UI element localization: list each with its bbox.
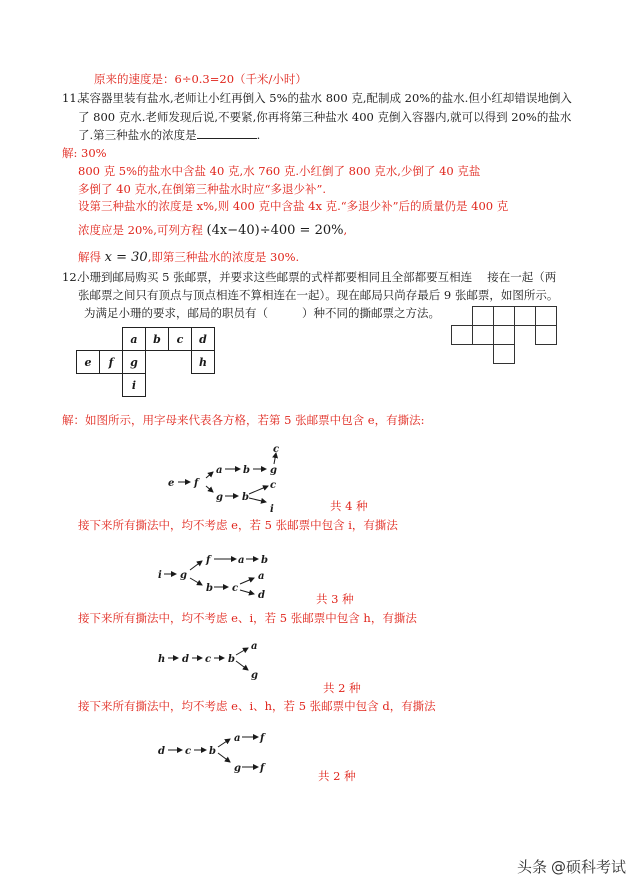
tree1-node-b-branch: b [242, 492, 249, 503]
tree3-node-c: c [205, 654, 212, 665]
tree2-node-d: d [258, 590, 265, 598]
q11-solution-line-3: 设第三种盐水的浓度是 x%,则 400 克中含盐 4x 克.“多退少补”后的质量仍是 400 克 [78, 199, 509, 213]
q11-line-3 [78, 128, 260, 142]
tree1-node-b: b [243, 465, 250, 476]
q11-line-1: 某容器里装有盐水,老师让小红再倒入 5%的盐水 800 克,配制成 20%的盐水.但小红却错误地倒入 [78, 91, 572, 105]
tree1-node-c: c [273, 444, 280, 455]
q12-solution-intro: 解：如图所示，用字母来代表各方格，若第 5 张邮票中包含 e，有撕法: [62, 413, 425, 427]
tree2-node-a-branch: a [258, 571, 265, 582]
tree1-node-g: g [270, 465, 277, 476]
tree2-node-g: g [180, 570, 187, 581]
tree1-node-i: i [270, 504, 274, 515]
stamp-cell-c: c [168, 327, 192, 351]
q11-equation-intro: 浓度应是 20%,可列方程 [78, 223, 203, 237]
tree-diagram-d [150, 726, 280, 776]
tree-diagram-e [160, 440, 300, 518]
tree2-node-a: a [238, 555, 245, 566]
tree-diagram-h [150, 636, 270, 682]
q11-equation: (4x−40)÷400 = 20% [206, 223, 344, 238]
tree2-node-f: f [206, 555, 211, 566]
q11-line-3-end: . [256, 128, 261, 142]
question-number-11: 11. [62, 91, 81, 105]
tree4-node-f-bottom: f [260, 763, 265, 774]
q11-result-text: ,即第三种盐水的浓度是 30%. [147, 250, 300, 264]
tree1-node-g-branch: g [216, 492, 223, 503]
q12-line-1: 小珊到邮局购买 5 张邮票，并要求这些邮票的式样都要相同且全部都要互相连 接在一起（两 [78, 270, 557, 284]
q11-solution-line-4 [78, 223, 347, 238]
tree4-total: 共 2 种 [318, 769, 356, 783]
tree2-node-b-branch: b [206, 583, 213, 594]
tree3-node-g: g [251, 670, 258, 681]
q11-line-3-text: 了.第三种盐水的浓度是 [78, 128, 197, 142]
q11-solution-line-1: 800 克 5%的盐水中含盐 40 克,水 760 克.小红倒了 800 克水,少倒了 40 克盐 [78, 164, 481, 178]
stamp-cell-a: a [122, 327, 146, 351]
tree3-node-d: d [182, 654, 189, 665]
q11-solution-line-2: 多倒了 40 克水,在倒第三种盐水时应“多退少补”. [78, 182, 327, 196]
tree4-node-f-top: f [260, 733, 265, 744]
tree2-node-i: i [158, 570, 162, 581]
question-number-12: 12. [62, 270, 81, 284]
tree1-node-a: a [216, 465, 223, 476]
q11-line-2: 了 800 克水.老师发现后说,不要紧,你再将第三种盐水 400 克倒入容器内,就可以得到 20%的盐水 [78, 110, 572, 124]
watermark-account: @硕科考试 [550, 858, 626, 876]
empty-stamp-cell [493, 325, 515, 345]
tree1-node-f: f [194, 478, 199, 489]
q12-line-2: 张邮票之间只有顶点与顶点相连不算相连在一起）。现在邮局只尚存最后 9 张邮票，如图所示。 [78, 288, 559, 302]
stamp-cell-f: f [99, 350, 123, 374]
q12-line-3-end: ）种不同的撕邮票之方法。 [302, 306, 440, 320]
tree1-node-e: e [168, 478, 175, 489]
tree4-node-g: g [234, 763, 241, 774]
tree2-node-c: c [232, 583, 239, 594]
tree1-total: 共 4 种 [330, 499, 368, 513]
empty-stamp-cell [514, 306, 536, 326]
q11-result-intro: 解得 [78, 250, 101, 264]
empty-stamp-cell [451, 325, 473, 345]
tree4-node-b: b [209, 746, 216, 757]
stamp-cell-h: h [191, 350, 215, 374]
tree3-node-b: b [228, 654, 235, 665]
empty-stamp-cell [493, 306, 515, 326]
empty-stamp-cell [472, 306, 494, 326]
stamp-cell-d: d [191, 327, 215, 351]
stamp-cell-e: e [76, 350, 100, 374]
tree2-node-b: b [261, 555, 268, 566]
tree4-node-d: d [158, 746, 165, 757]
q12-line-3 [84, 306, 440, 320]
next-case-d: 接下来所有撕法中，均不考虑 e、i、h，若 5 张邮票中包含 d，有撕法 [78, 699, 436, 713]
tree3-node-a: a [251, 641, 258, 652]
tree1-node-c-branch: c [270, 480, 277, 491]
q11-solution-line-5 [78, 250, 299, 265]
empty-stamp-cell [493, 344, 515, 364]
tree3-total: 共 2 种 [323, 681, 361, 695]
tree3-node-h: h [158, 654, 166, 665]
tree4-node-c: c [185, 746, 192, 757]
stamp-cell-b: b [145, 327, 169, 351]
tree4-node-a: a [234, 733, 241, 744]
watermark-platform: 头条 [516, 858, 547, 876]
q11-result-equation: x = 30 [104, 250, 148, 265]
next-case-i: 接下来所有撕法中，均不考虑 e，若 5 张邮票中包含 i，有撕法 [78, 518, 398, 532]
tree2-total: 共 3 种 [316, 592, 354, 606]
next-case-h: 接下来所有撕法中，均不考虑 e、i，若 5 张邮票中包含 h，有撕法 [78, 611, 417, 625]
stamp-cell-i: i [122, 373, 146, 397]
previous-speed-line: 原来的速度是：6÷0.3=20（千米/小时） [94, 72, 307, 86]
empty-stamp-cell [535, 325, 557, 345]
q11-equation-end: , [343, 223, 348, 237]
tree-diagram-i [150, 548, 280, 598]
empty-stamp-cell [472, 325, 494, 345]
q11-solution-label: 解: 30% [62, 146, 107, 160]
answer-blank [197, 128, 257, 139]
watermark [517, 856, 626, 877]
empty-stamp-cell [535, 306, 557, 326]
q12-line-3-text: 为满足小珊的要求，邮局的职员有（ [84, 306, 268, 320]
stamp-cell-g: g [122, 350, 146, 374]
